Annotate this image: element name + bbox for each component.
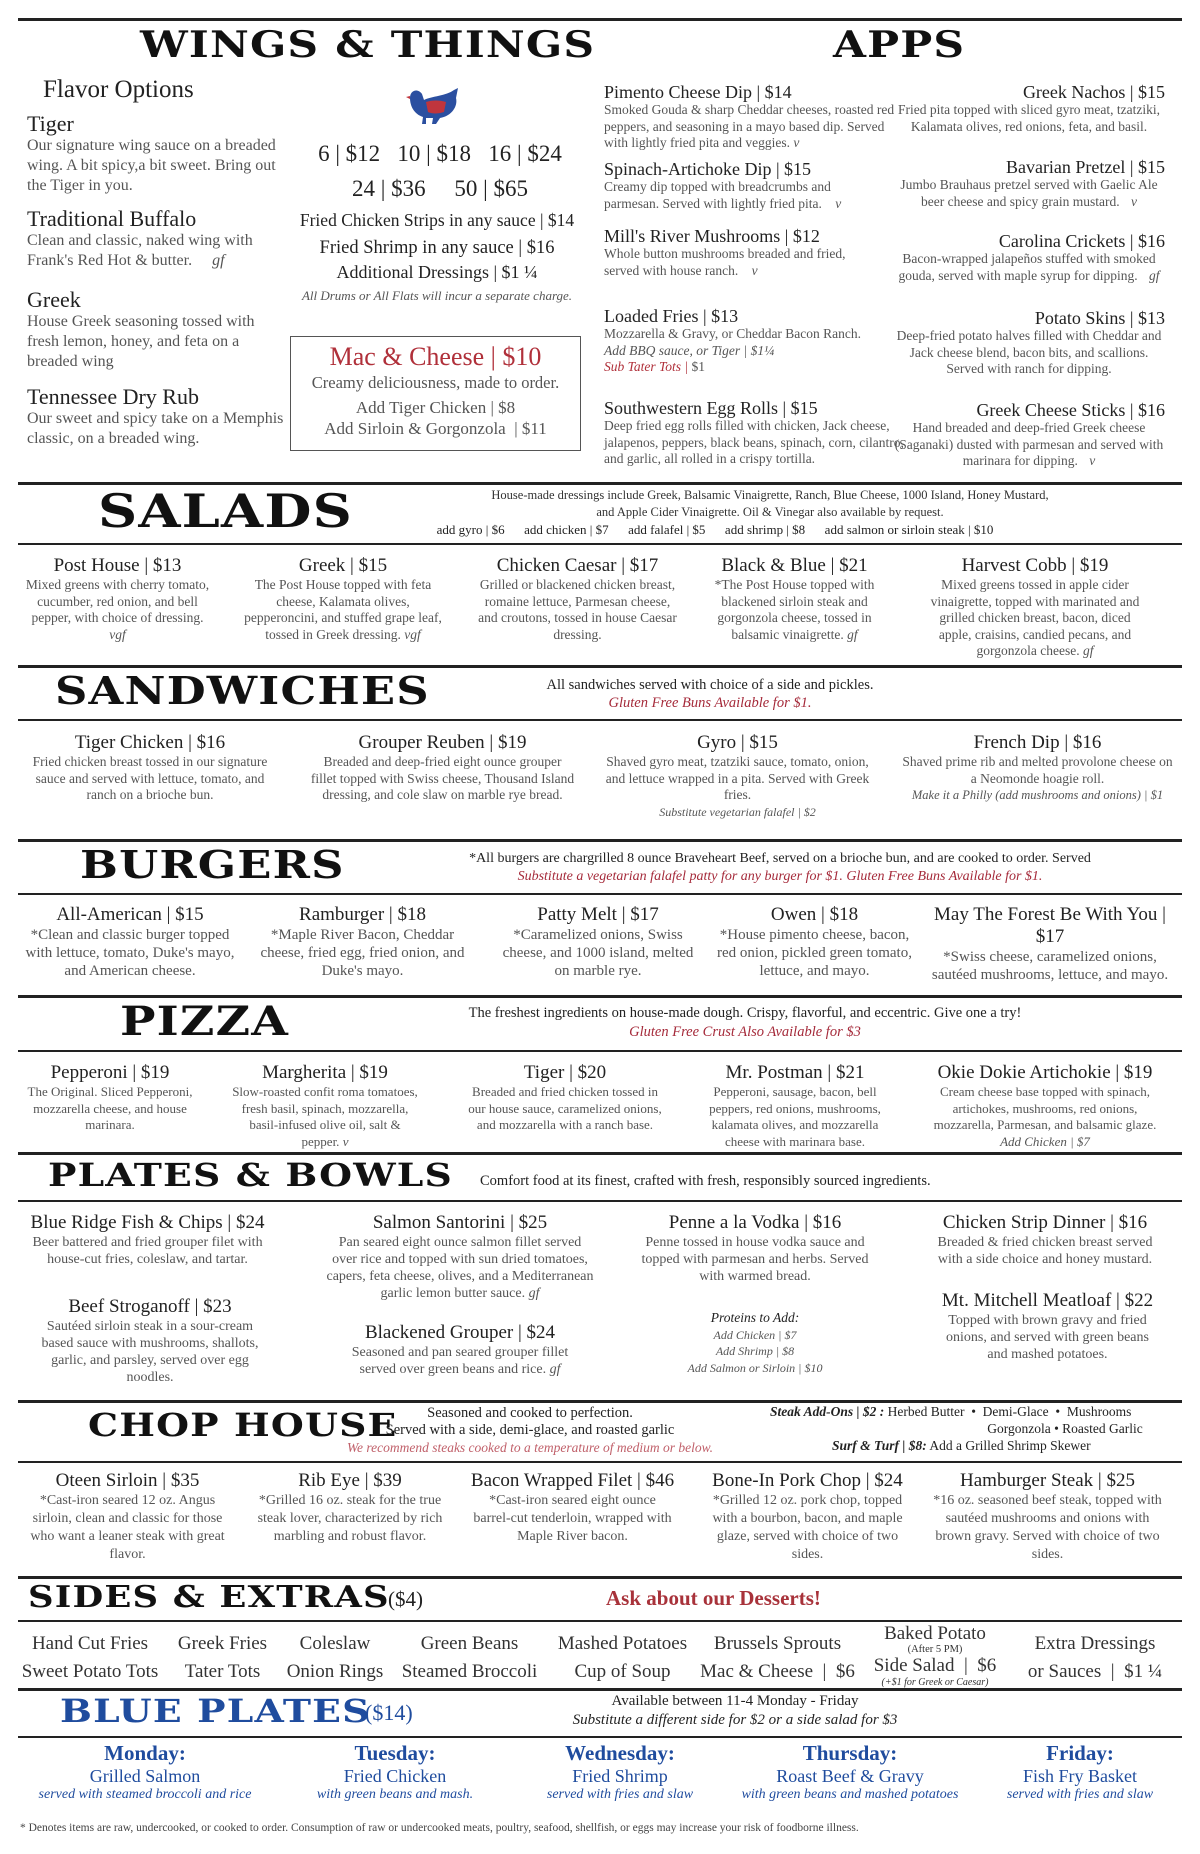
sides-col-4 (392, 1630, 547, 1686)
side-item: Onion Rings (286, 1661, 384, 1682)
apps-heading: APPS (833, 24, 966, 66)
pizza-mr-postman: Mr. Postman | $21 Pepperoni, sausage, bacon, bell peppers, red onions, mushrooms, kalamata olives, and mozzarella cheese with marinara base. (709, 1062, 881, 1149)
burger-may-the-forest: May The Forest Be With You | $17 *Swiss cheese, caramelized onions, sautéed mushrooms, lettuce, and mayo. (931, 904, 1169, 983)
app-pimento: Pimento Cheese Dip | $14 Smoked Gouda & sharp Cheddar cheeses, roasted red peppers, and seasoning in a mayo based dip. Served with lightly fried pita and veggies. v (604, 82, 895, 150)
rule-chop-bottom (18, 1461, 1182, 1463)
day-desc: served with steamed broccoli and rice (38, 1787, 252, 1802)
burgers-heading: BURGERS (80, 842, 345, 887)
rule-pizza-bottom (18, 1050, 1182, 1052)
side-item: Steamed Broccoli (401, 1661, 538, 1682)
steak-bacon-filet: Bacon Wrapped Filet | $46 *Cast-iron seared eight ounce barrel-cut tenderloin, wrapped with Maple River bacon. (470, 1470, 675, 1544)
salads-heading: SALADS (98, 484, 353, 538)
blue-plate-wednesday (520, 1741, 720, 1803)
salad-post-house: Post House | $13 Mixed greens with cherry tomato, cucumber, red onion, and bell pepper, with choice of dressing. vgf (25, 555, 210, 642)
top-rule (18, 18, 1182, 21)
salads-addons: add gyro | $6 add chicken | $7 add falafel | $5 add shrimp | $8 add salmon or sirloin steak | $10 (436, 522, 994, 537)
app-cheese-sticks: Greek Cheese Sticks | $16 Hand breaded and deep-fried Greek cheese (Saganaki) dusted with parmesan and served with marinara for dipping. v (894, 400, 1165, 468)
steak-pork-chop: Bone-In Pork Chop | $24 *Grilled 12 oz. pork chop, topped with a bourbon, bacon, and maple glaze, served with choice of two sides. (712, 1470, 903, 1562)
flavor-name: Tiger (27, 111, 74, 136)
steak-hamburger: Hamburger Steak | $25 *16 oz. seasoned beef steak, topped with sautéed mushrooms and onions with brown gravy. Served with choice of two sides. (933, 1470, 1162, 1562)
flavor-options-title: Flavor Options (43, 76, 194, 103)
sandwiches-note1: All sandwiches served with choice of a side and pickles. (546, 677, 874, 693)
app-crickets: Carolina Crickets | $16 Bacon-wrapped jalapeños stuffed with smoked gouda, served with maple syrup for dipping. gf (898, 231, 1165, 283)
plates-note: Comfort food at its finest, crafted with fresh, responsibly sourced ingredients. (480, 1173, 931, 1189)
day-label: Monday: (104, 1741, 186, 1765)
pizza-pepperoni: Pepperoni | $19 The Original. Sliced Pepperoni, mozzarella cheese, and house marinara. (27, 1062, 193, 1132)
plate-meatloaf: Mt. Mitchell Meatloaf | $22 Topped with brown gravy and fried onions, and served with green beans and mashed potatoes. (941, 1290, 1154, 1362)
day-dish: Fried Shrimp (572, 1766, 668, 1786)
mac-add1: Add Tiger Chicken | $8 (355, 398, 516, 417)
plate-stroganoff: Beef Stroganoff | $23 Sautéed sirloin steak in a sour-cream based sauce with mushrooms, shallots, garlic, and parsley, served over egg noodles. (41, 1296, 259, 1385)
vgf-tag: vgf (404, 626, 421, 642)
side-item: Cup of Soup (574, 1661, 671, 1682)
gf-tag: gf (1149, 267, 1160, 283)
salads-note1: House-made dressings include Greek, Balsamic Vinaigrette, Ranch, Blue Cheese, 1000 Island, Honey Mustard, (491, 488, 1049, 502)
plate-fish-chips: Blue Ridge Fish & Chips | $24 Beer battered and fried grouper filet with house-cut fries, coleslaw, and tartar. (30, 1212, 265, 1267)
plates-heading: PLATES & BOWLS (48, 1156, 453, 1194)
v-tag: v (1089, 453, 1096, 468)
side-salad: Side Salad | $6 (873, 1655, 997, 1676)
proteins-box (660, 1310, 850, 1376)
burger-all-american: All-American | $15 *Clean and classic burger topped with lettuce, tomato, Duke's mayo, and American cheese. (25, 904, 235, 979)
sides-col-2 (165, 1630, 280, 1686)
addons-list: Herbed Butter • Demi-Glace • Mushrooms (887, 1404, 1132, 1419)
v-tag: v (835, 195, 842, 211)
day-dish: Roast Beef & Gravy (776, 1766, 924, 1786)
app-pretzel: Bavarian Pretzel | $15 Jumbo Brauhaus pretzel served with Gaelic Ale beer cheese and spicy grain mustard. v (900, 157, 1165, 209)
surf-text: Add a Grilled Shrimp Skewer (929, 1438, 1091, 1453)
day-desc: with green beans and mash. (316, 1787, 474, 1802)
blue-note1: Available between 11-4 Monday - Friday (611, 1693, 859, 1709)
burger-ramburger: Ramburger | $18 *Maple River Bacon, Cheddar cheese, fried egg, fried onion, and Duke's mayo. (260, 904, 465, 979)
sides-col-7 (860, 1624, 1010, 1688)
side-item: Greek Fries (177, 1633, 268, 1654)
baked-potato: Baked Potato (884, 1623, 986, 1644)
sides-col-1 (20, 1630, 160, 1686)
flavor-desc: Clean and classic, naked wing with Frank's Red Hot & butter. (27, 232, 253, 269)
app-potato-skins: Potato Skins | $13 Deep-fried potato halves filled with Cheddar and Jack cheese blend, bacon bits, and scallions. Served with ranch for dipping. (896, 308, 1165, 376)
sides-col-6 (700, 1630, 855, 1686)
v-tag: v (1131, 193, 1138, 209)
pizza-note2: Gluten Free Crust Also Available for $3 (629, 1024, 861, 1040)
side-item: Brussels Sprouts (713, 1633, 842, 1654)
chicken-strips: Fried Chicken Strips in any sauce | $14 (299, 210, 575, 230)
day-dish: Fish Fry Basket (1022, 1766, 1137, 1786)
chop-note1: Seasoned and cooked to perfection. (427, 1405, 633, 1421)
sides-col-8 (1020, 1630, 1170, 1686)
flavor-tennessee (27, 385, 287, 449)
wing-prices-2: 24 | $36 50 | $65 (352, 176, 528, 201)
side-item: Mashed Potatoes (557, 1633, 688, 1654)
blue-plate-tuesday (285, 1741, 505, 1803)
pizza-tiger: Tiger | $20 Breaded and fried chicken tossed in our house sauce, caramelized onions, and mozzarella with a ranch base. (468, 1062, 662, 1132)
steak-rib-eye: Rib Eye | $39 *Grilled 16 oz. steak for the true steak lover, characterized by rich marbling and robust flavor. (257, 1470, 443, 1544)
rule-burgers-bottom (18, 893, 1182, 895)
salad-harvest-cobb: Harvest Cobb | $19 Mixed greens tossed in apple cider vinaigrette, topped with marinated and grilled chicken breast, bacon, diced apple, craisins, candied pecans, and gorgonzola cheese. gf (930, 555, 1140, 658)
blue-plates-price: ($14) (365, 1700, 413, 1725)
blue-plate-friday (985, 1741, 1175, 1803)
sandwiches-note2: Gluten Free Buns Available for $1. (608, 695, 812, 711)
rule-blue-bottom (18, 1736, 1182, 1738)
chicken-icon (402, 84, 462, 130)
day-desc: served with fries and slaw (1006, 1787, 1154, 1802)
mac-add2: Add Sirloin & Gorgonzola | $11 (324, 419, 547, 438)
flavor-name: Tennessee Dry Rub (27, 384, 199, 409)
app-loaded-fries: Loaded Fries | $13 Mozzarella & Gravy, or Cheddar Bacon Ranch. Add BBQ sauce, or Tiger | $1¼ Sub Tater Tots | $1 (604, 306, 862, 374)
rule-sides (18, 1576, 1182, 1579)
addons-label: Steak Add-Ons | $2 : (770, 1404, 885, 1419)
flavor-desc: House Greek seasoning tossed with fresh lemon, honey, and feta on a breaded wing (27, 313, 255, 370)
baked-potato-note: (After 5 PM) (907, 1644, 963, 1655)
sandwiches-heading: SANDWICHES (55, 668, 430, 713)
rule-sides-bottom (18, 1620, 1182, 1622)
gf-tag: gf (847, 626, 858, 642)
burger-patty-melt: Patty Melt | $17 *Caramelized onions, Swiss cheese, and 1000 island, melted on marble rye. (502, 904, 694, 979)
pizza-note1: The freshest ingredients on house-made dough. Crispy, flavorful, and eccentric. Give one a try! (468, 1005, 1022, 1021)
sides-heading: SIDES & EXTRAS (28, 1580, 390, 1615)
app-egg-rolls: Southwestern Egg Rolls | $15 Deep fried egg rolls filled with chicken, Jack cheese, jalapenos, peppers, black beans, spinach, corn, cilantro, and garlic, all rolled in a crispy tortilla. (604, 398, 904, 466)
flavor-greek (27, 288, 277, 372)
blue-plate-thursday (720, 1741, 980, 1803)
vgf-tag: vgf (109, 626, 126, 642)
day-label: Thursday: (802, 1741, 898, 1765)
steak-addons-2: Gorgonzola • Roasted Garlic (987, 1421, 1143, 1436)
additional-dressings: Additional Dressings | $1 ¼ (336, 262, 538, 282)
steak-addons (770, 1404, 1180, 1420)
flavor-tiger (27, 112, 297, 196)
day-dish: Fried Chicken (343, 1766, 447, 1786)
v-tag: v (342, 1133, 349, 1149)
burgers-note2: Substitute a vegetarian falafel patty for any burger for $1. Gluten Free Buns Available for $1. (517, 869, 1043, 884)
salads-note2: and Apple Cider Vinaigrette. Oil & Vinegar also available by request. (596, 505, 944, 519)
protein-item: Add Shrimp | $8 (715, 1344, 795, 1358)
side-item: Mac & Cheese | $6 (700, 1661, 855, 1682)
side-item: Coleslaw (299, 1633, 371, 1654)
burgers-note1: *All burgers are chargrilled 8 ounce Braveheart Beef, served on a brioche bun, and are cooked to order. Served (469, 851, 1091, 866)
sandwich-grouper-reuben: Grouper Reuben | $19 Breaded and deep-fried eight ounce grouper fillet topped with Swiss cheese, Thousand Island dressing, and cole slaw on marble rye bread. (310, 732, 575, 802)
drums-note: All Drums or All Flats will incur a separate charge. (301, 288, 573, 303)
blue-plates-heading: BLUE PLATES (60, 1692, 371, 1730)
day-label: Tuesday: (354, 1741, 436, 1765)
extra-sauces: or Sauces | $1 ¼ (1027, 1661, 1163, 1682)
flavor-desc: Our sweet and spicy take on a Memphis classic, on a breaded wing. (27, 410, 284, 447)
flavor-name: Traditional Buffalo (27, 206, 197, 231)
sandwich-gyro: Gyro | $15 Shaved gyro meat, tzatziki sauce, tomato, onion, and lettuce wrapped in a pita. Served with Greek fries. Substitute vegetarian falafel | $2 (605, 732, 870, 819)
sandwich-tiger-chicken: Tiger Chicken | $16 Fried chicken breast tossed in our signature sauce and served with lettuce, tomato, and ranch on a brioche bun. (32, 732, 268, 802)
blue-plate-monday (20, 1741, 270, 1803)
plate-chicken-strip-dinner: Chicken Strip Dinner | $16 Breaded & fried chicken breast served with a side choice and honey mustard. (937, 1212, 1153, 1267)
chop-note2: Served with a side, demi-glace, and roasted garlic (385, 1422, 675, 1438)
footer-disclaimer: * Denotes items are raw, undercooked, or cooked to order. Consumption of raw or undercooked meats, poultry, seafood, shellfish, or eggs may increase your risk of foodborne illness. (20, 1822, 859, 1834)
plate-salmon-santorini: Salmon Santorini | $25 Pan seared eight ounce salmon fillet served over rice and topped with sun dried tomatoes, capers, feta cheese, olives, and a Mediterranean garlic lemon butter sauce. gf (326, 1212, 594, 1301)
surf-label: Surf & Turf | $8: (832, 1438, 927, 1453)
chop-note3: We recommend steaks cooked to a temperature of medium or below. (346, 1440, 714, 1455)
protein-item: Add Salmon or Sirloin | $10 (687, 1360, 823, 1375)
side-item: Hand Cut Fries (31, 1633, 149, 1654)
gf-tag: gf (212, 252, 225, 269)
desserts-callout: Ask about our Desserts! (606, 1586, 821, 1610)
steak-oteen-sirloin: Oteen Sirloin | $35 *Cast-iron seared 12 oz. Angus sirloin, clean and classic for those who want a leaner steak with great flavor. (30, 1470, 225, 1562)
rule-plates-bottom (18, 1200, 1182, 1202)
day-desc: with green beans and mashed potatoes (741, 1787, 959, 1802)
gf-tag: gf (528, 1286, 540, 1301)
flavor-buffalo (27, 207, 297, 271)
mac-cheese-box (290, 336, 581, 451)
side-salad-note: (+$1 for Greek or Caesar) (881, 1677, 989, 1688)
day-label: Friday: (1046, 1741, 1114, 1765)
pizza-okie-dokie: Okie Dokie Artichokie | $19 Cream cheese base topped with spinach, artichokes, mushrooms, red onions, mozzarella, Parmesan, and balsamic glaze. Add Chicken | $7 (933, 1062, 1157, 1149)
day-label: Wednesday: (565, 1741, 675, 1765)
mac-desc: Creamy deliciousness, made to order. (311, 373, 560, 392)
side-item: Tater Tots (184, 1661, 261, 1682)
app-spinach: Spinach-Artichoke Dip | $15 Creamy dip topped with breadcrumbs and parmesan. Served with lightly fried pita. v (604, 159, 842, 211)
pizza-margherita: Margherita | $19 Slow-roasted confit roma tomatoes, fresh basil, spinach, mozzarella, basil-infused olive oil, salt & pepper. v (232, 1062, 418, 1149)
extra-dressings: Extra Dressings (1034, 1633, 1156, 1654)
sides-price: ($4) (388, 1587, 423, 1611)
mac-title: Mac & Cheese | $10 (329, 342, 542, 371)
chop-heading: CHOP HOUSE (88, 1406, 398, 1444)
day-dish: Grilled Salmon (89, 1766, 201, 1786)
blue-note2: Substitute a different side for $2 or a side salad for $3 (572, 1712, 898, 1728)
plate-blackened-grouper: Blackened Grouper | $24 Seasoned and pan seared grouper fillet served over green beans and rice. gf (351, 1322, 569, 1377)
wings-heading: WINGS & THINGS (140, 24, 596, 66)
plate-penne-vodka: Penne a la Vodka | $16 Penne tossed in house vodka sauce and topped with parmesan and herbs. Served with warmed bread. (641, 1212, 869, 1284)
protein-item: Add Chicken | $7 (713, 1327, 797, 1342)
side-item: Green Beans (420, 1633, 519, 1654)
rule-blue (18, 1688, 1182, 1691)
day-desc: served with fries and slaw (546, 1787, 694, 1802)
salad-greek: Greek | $15 The Post House topped with feta cheese, Kalamata olives, pepperoncini, and stuffed grape leaf, tossed in Greek dressing. vgf (244, 555, 442, 642)
flavor-desc: Our signature wing sauce on a breaded wing. A bit spicy,a bit sweet. Bring out the Tiger in you. (27, 137, 276, 194)
gf-tag: gf (1083, 643, 1094, 658)
app-mushrooms: Mill's River Mushrooms | $12 Whole button mushrooms breaded and fried, served with house ranch. v (604, 226, 846, 278)
gf-tag: gf (549, 1362, 561, 1377)
salad-caesar: Chicken Caesar | $17 Grilled or blackened chicken breast, romaine lettuce, Parmesan cheese, and croutons, tossed in house Caesar dressing. (478, 555, 677, 642)
flavor-name: Greek (27, 287, 81, 312)
v-tag: v (751, 262, 758, 278)
pizza-heading: PIZZA (120, 998, 290, 1045)
v-tag: v (793, 135, 800, 150)
app-greek-nachos: Greek Nachos | $15 Fried pita topped with sliced gyro meat, tzatziki, Kalamata olives, red onions, feta, and basil. (897, 82, 1165, 134)
wing-prices-1: 6 | $12 10 | $18 16 | $24 (318, 141, 562, 166)
rule-sandwiches-bottom (18, 719, 1182, 721)
rule-chop (18, 1400, 1182, 1403)
burger-owen: Owen | $18 *House pimento cheese, bacon, red onion, pickled green tomato, lettuce, and mayo. (717, 904, 912, 979)
fried-shrimp: Fried Shrimp in any sauce | $16 (319, 238, 555, 258)
rule-salads-bottom (18, 543, 1182, 545)
side-item: Sweet Potato Tots (21, 1661, 159, 1682)
sides-col-5 (550, 1630, 695, 1686)
surf-turf (832, 1438, 1172, 1454)
salad-black-blue: Black & Blue | $21 *The Post House topped with blackened sirloin steak and gorgonzola cheese, tossed in balsamic vinaigrette. gf (714, 555, 875, 642)
proteins-title: Proteins to Add: (710, 1310, 800, 1325)
sandwich-french-dip: French Dip | $16 Shaved prime rib and melted provolone cheese on a Neomonde hoagie roll. Make it a Philly (add mushrooms and onions) | $1 (902, 732, 1173, 802)
sides-col-3 (280, 1630, 390, 1686)
rule-plates (18, 1152, 1182, 1155)
